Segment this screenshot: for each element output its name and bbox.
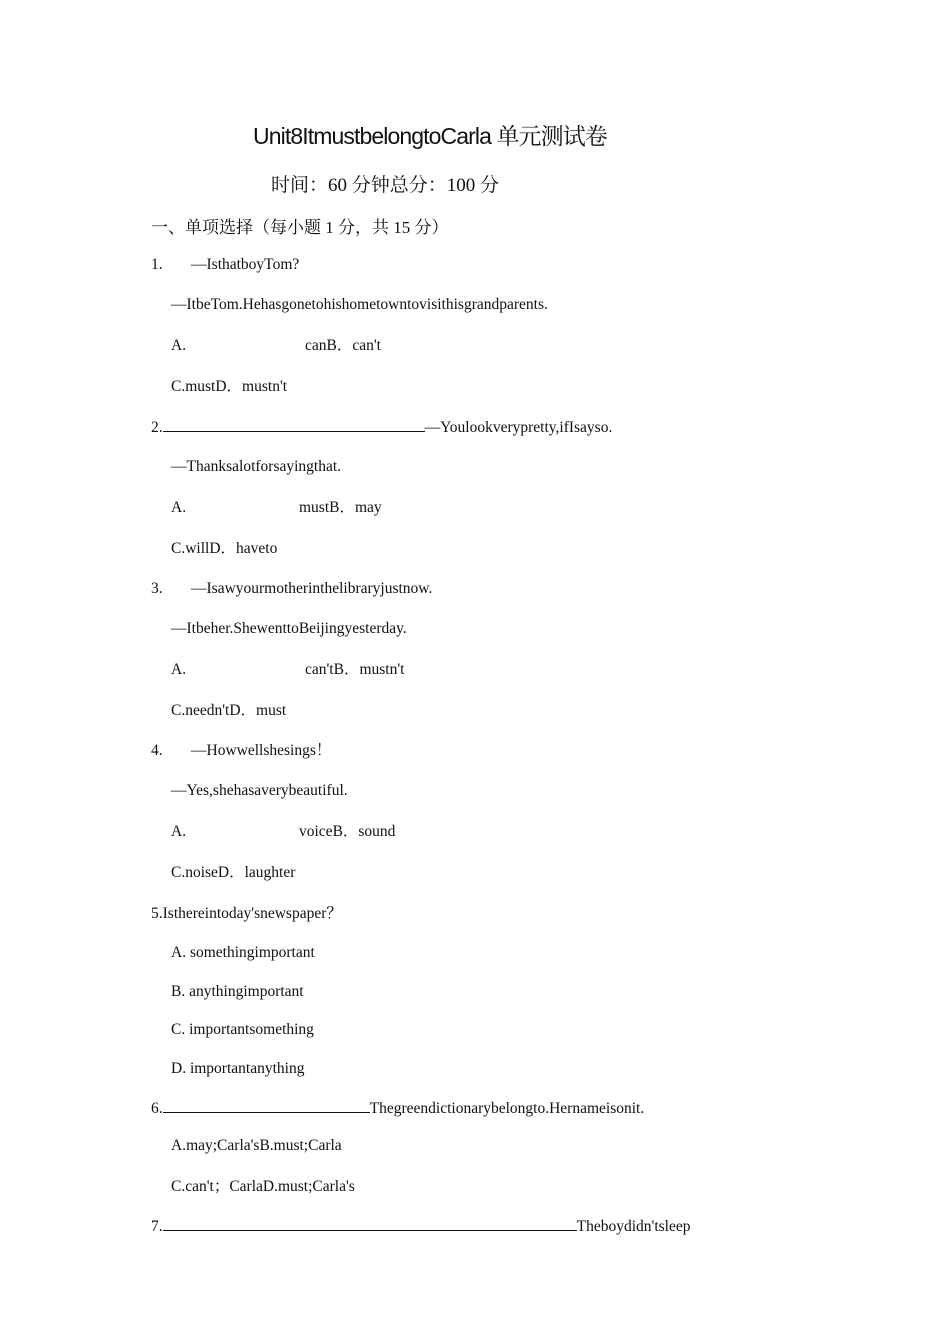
question-5-option-c: C. importantsomething bbox=[171, 1021, 314, 1038]
question-5-option-d: D. importantanything bbox=[171, 1060, 305, 1077]
question-4-stem bbox=[151, 741, 331, 761]
question-number: 1. bbox=[151, 256, 163, 273]
question-number: 4. bbox=[151, 742, 163, 759]
section-heading-single-choice: 一、单项选择（每小题 1 分，共 15 分） bbox=[151, 218, 449, 237]
question-number: 6. bbox=[151, 1100, 163, 1117]
question-4-reply: —Yes,shehasaverybeautiful. bbox=[171, 782, 348, 799]
question-1-reply: —ItbeTom.Hehasgonetohishometowntovisithisgrandparents. bbox=[171, 296, 548, 313]
question-3-reply: —Itbeher.ShewenttoBeijingyesterday. bbox=[171, 620, 407, 637]
question-2-stem bbox=[151, 417, 612, 438]
option-text: can'tB．mustn't bbox=[305, 661, 405, 678]
question-2-options-cd: C.willD．haveto bbox=[171, 540, 278, 557]
question-2-options-ab bbox=[171, 498, 382, 518]
question-5-stem: 5.Isthereintoday'snewspaper？ bbox=[151, 905, 342, 922]
question-1-options-cd: C.mustD．mustn't bbox=[171, 378, 288, 395]
option-label: A. bbox=[171, 661, 187, 678]
question-text: Thegreendictionarybelongto.Hernameisonit. bbox=[369, 1100, 645, 1117]
option-text: mustB．may bbox=[299, 499, 382, 516]
question-text: —Youlookverypretty,ifIsayso. bbox=[424, 419, 613, 436]
question-4-options-ab bbox=[171, 822, 395, 842]
question-6-options-cd: C.can't；CarlaD.must;Carla's bbox=[171, 1178, 355, 1195]
question-1-stem bbox=[151, 255, 299, 275]
question-3-stem bbox=[151, 579, 432, 599]
question-text: —IsthatboyTom? bbox=[191, 256, 300, 273]
answer-blank bbox=[163, 417, 425, 432]
question-2-reply: —Thanksalotforsayingthat. bbox=[171, 458, 342, 475]
option-text: canB．can't bbox=[305, 337, 381, 354]
question-number: 2. bbox=[151, 419, 163, 436]
option-label: A. bbox=[171, 337, 187, 354]
option-label: A. bbox=[171, 823, 187, 840]
question-5-option-b: B. anythingimportant bbox=[171, 983, 304, 1000]
exam-info: 时间：60 分钟总分：100 分 bbox=[271, 175, 500, 196]
question-text: —Howwellshesings！ bbox=[191, 742, 332, 759]
page-title: Unit8ItmustbelongtoCarla 单元测试卷 bbox=[253, 123, 607, 149]
answer-blank bbox=[163, 1098, 370, 1113]
question-7-stem bbox=[151, 1216, 690, 1237]
question-3-options-ab bbox=[171, 660, 404, 680]
question-3-options-cd: C.needn'tD．must bbox=[171, 702, 287, 719]
question-6-stem bbox=[151, 1098, 644, 1119]
option-label: A. bbox=[171, 499, 187, 516]
answer-blank bbox=[163, 1216, 577, 1231]
question-1-options-ab bbox=[171, 336, 381, 356]
question-number: 3. bbox=[151, 580, 163, 597]
question-text: Theboydidn'tsleep bbox=[576, 1218, 691, 1235]
question-5-option-a: A. somethingimportant bbox=[171, 944, 315, 961]
question-4-options-cd: C.noiseD．laughter bbox=[171, 864, 296, 881]
question-text: —Isawyourmotherinthelibraryjustnow. bbox=[191, 580, 433, 597]
question-6-options-ab: A.may;Carla'sB.must;Carla bbox=[171, 1137, 342, 1154]
option-text: voiceB．sound bbox=[299, 823, 396, 840]
question-number: 7. bbox=[151, 1218, 163, 1235]
